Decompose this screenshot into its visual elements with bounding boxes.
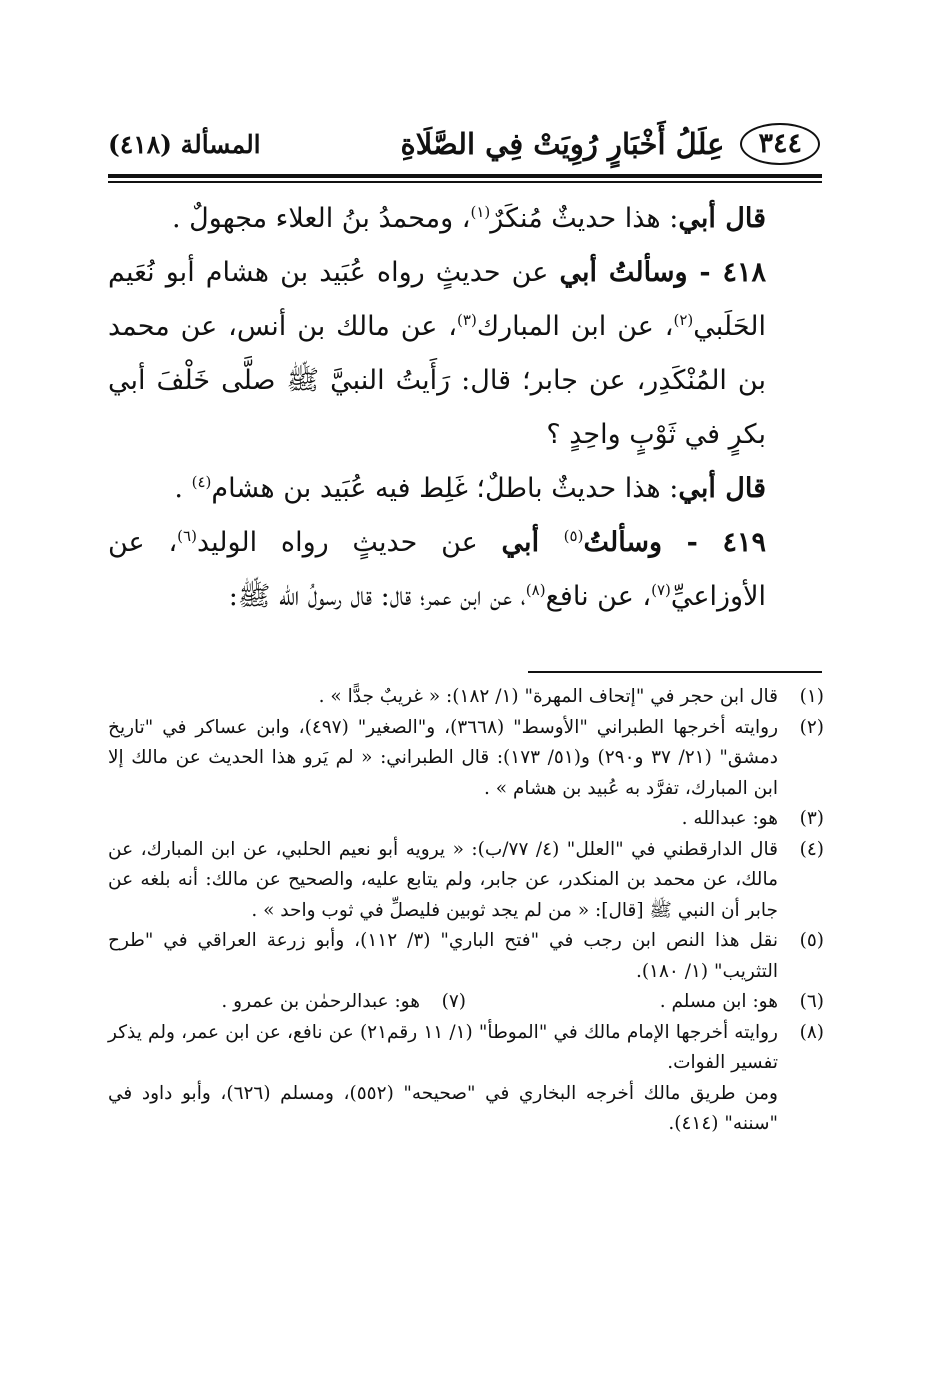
footnote-number: (٢) [799, 716, 824, 738]
footnote-ref[interactable]: (١) [470, 203, 491, 221]
footnote-3 [108, 804, 824, 835]
header-rule-thick [108, 174, 822, 178]
question-text: ، عن ابن المبارك [476, 311, 674, 342]
footnote-number: (٧) [441, 991, 466, 1012]
footnote-ref[interactable]: (٨) [525, 581, 546, 599]
page-number: ٣٤٤ [740, 123, 820, 165]
footnote-5 [108, 926, 824, 987]
speaker-lead: قال أبي [678, 473, 766, 504]
footnote-number: (٨) [799, 1021, 824, 1043]
footnote-8 [108, 1018, 824, 1079]
footnote-ref[interactable]: (٥) [563, 527, 584, 545]
issue-label: المسألة (٤١٨) [108, 129, 261, 159]
footnote-text: نقل هذا النص ابن رجب في "فتح الباري" (٣/ ١١٢)، وأبو زرعة العراقي في "طرح التثريب" (١/ ١٨٠). [108, 930, 778, 982]
footnote-separator [528, 671, 822, 673]
footnote-6 [466, 987, 824, 1018]
footnote-number: (١) [799, 686, 824, 707]
speaker-lead: قال أبي [678, 203, 766, 234]
footnote-number: (٥) [799, 930, 824, 951]
footnote-8-continuation: ومن طريق مالك أخرجه البخاري في "صحيحه" (٥٥٢)، ومسلم (٦٢٦)، وأبو داود في "سننه" (٤١٤). [108, 1082, 778, 1134]
footnote-number: (٦) [799, 991, 824, 1012]
footnote-text: هو: ابن مسلم . [659, 991, 778, 1012]
question-text: ، عن مالك بن أنس، عن محمد بن المُنْكَدِر، عن جابر؛ قال: رَأَيتُ النبيَّ ﷺ صلَّى خَلْفَ أبي بكرٍ في ثَوْبٍ واحِدٍ ؟ [108, 311, 766, 450]
question-text: ، عن ابن عمر؛ قال: قال رسولُ الله ﷺ: [228, 581, 526, 612]
footnote-2 [108, 713, 824, 805]
footnote-text: روايته أخرجها الإمام مالك في "الموطأ" (١/ ١١ رقم٢١) عن نافع، عن ابن عمر، ولم يذكر تفسير الفوات. [108, 1021, 778, 1073]
footnotes-6-7-row [108, 987, 824, 1018]
main-text [108, 192, 824, 624]
footnote-number: (٤) [799, 838, 824, 860]
footnote-ref[interactable]: (٦) [177, 527, 197, 545]
question-text: عن حديثٍ رواه عُبَيد بن هشام أبو نُعَيم الحَلَبي [108, 257, 767, 342]
footnote-text: قال ابن حجر في "إتحاف المهرة" (١/ ١٨٢): « غريبٌ جدًّا » . [318, 686, 778, 707]
footnote-text: روايته أخرجها الطبراني "الأوسط" (٣٦٦٨)، و"الصغير" (٤٩٧)، وابن عساكر في "تاريخ دمشق" (٢١/ ٣٧ و٢٩٠) و(٥١/ ١٧٣): قال الطبراني: « لم يَرو هذا الحديث عن مالك إلا ابن المبارك، تفرَّد به عُبيد بن هشام » . [108, 716, 779, 799]
question-number-lead: أبي [501, 527, 564, 558]
running-header [108, 118, 820, 170]
paragraph-text: ، ومحمدُ بنُ العلاء مجهولٌ . [172, 203, 471, 234]
question-number-lead: ٤١٨ - وسألتُ أبي [559, 257, 766, 288]
book-title: عِلَلُ أَخْبَارٍ رُوِيَتْ فِي الصَّلَاةِ [400, 127, 725, 161]
paragraph-text: . [174, 473, 192, 504]
footnote-7 [108, 987, 466, 1018]
header-title-group [401, 123, 820, 165]
paragraph-father-comment-2 [108, 462, 824, 516]
question-number-lead: ٤١٩ - وسألتُ [583, 527, 766, 558]
footnote-ref[interactable]: (٧) [651, 581, 671, 599]
paragraph-text: : هذا حديثٌ باطلٌ؛ غَلِط فيه عُبَيد بن هشام [211, 473, 679, 504]
footnote-text: هو: عبدالرحمٰن بن عمرو . [221, 991, 420, 1012]
footnote-text: هو: عبدالله . [681, 808, 778, 829]
question-text: عن حديثٍ رواه الوليد [196, 527, 502, 558]
footnote-text: قال الدارقطني في "العلل" (٤/ ٧٧/ب): « يرويه أبو نعيم الحلبي، عن ابن المبارك، عن مالك، عن محمد بن المنكدر، عن جابر، ولم يتابع عليه، والصحيح عن مالك: أنه بلغه عن جابر أن النبي ﷺ [قال]: « من لم يجد ثوبين فليصلِّ في ثوب واحد » . [108, 838, 778, 921]
footnote-ref[interactable]: (٣) [457, 311, 477, 329]
footnote-ref[interactable]: (٤) [191, 473, 212, 491]
paragraph-text: : هذا حديثٌ مُنكَرٌ [490, 203, 679, 234]
footnote-4 [108, 835, 824, 927]
question-418 [108, 246, 824, 462]
paragraph-father-comment-1 [108, 192, 824, 246]
footnote-ref[interactable]: (٢) [673, 311, 694, 329]
footnote-number: (٣) [799, 808, 824, 829]
footnote-1 [108, 682, 824, 713]
header-rule-thin [108, 181, 822, 183]
question-text: ، عن نافع [545, 581, 652, 612]
question-419 [108, 516, 824, 624]
question-text: ، عن الأوزاعيِّ [108, 527, 766, 612]
footnotes [108, 682, 824, 1140]
